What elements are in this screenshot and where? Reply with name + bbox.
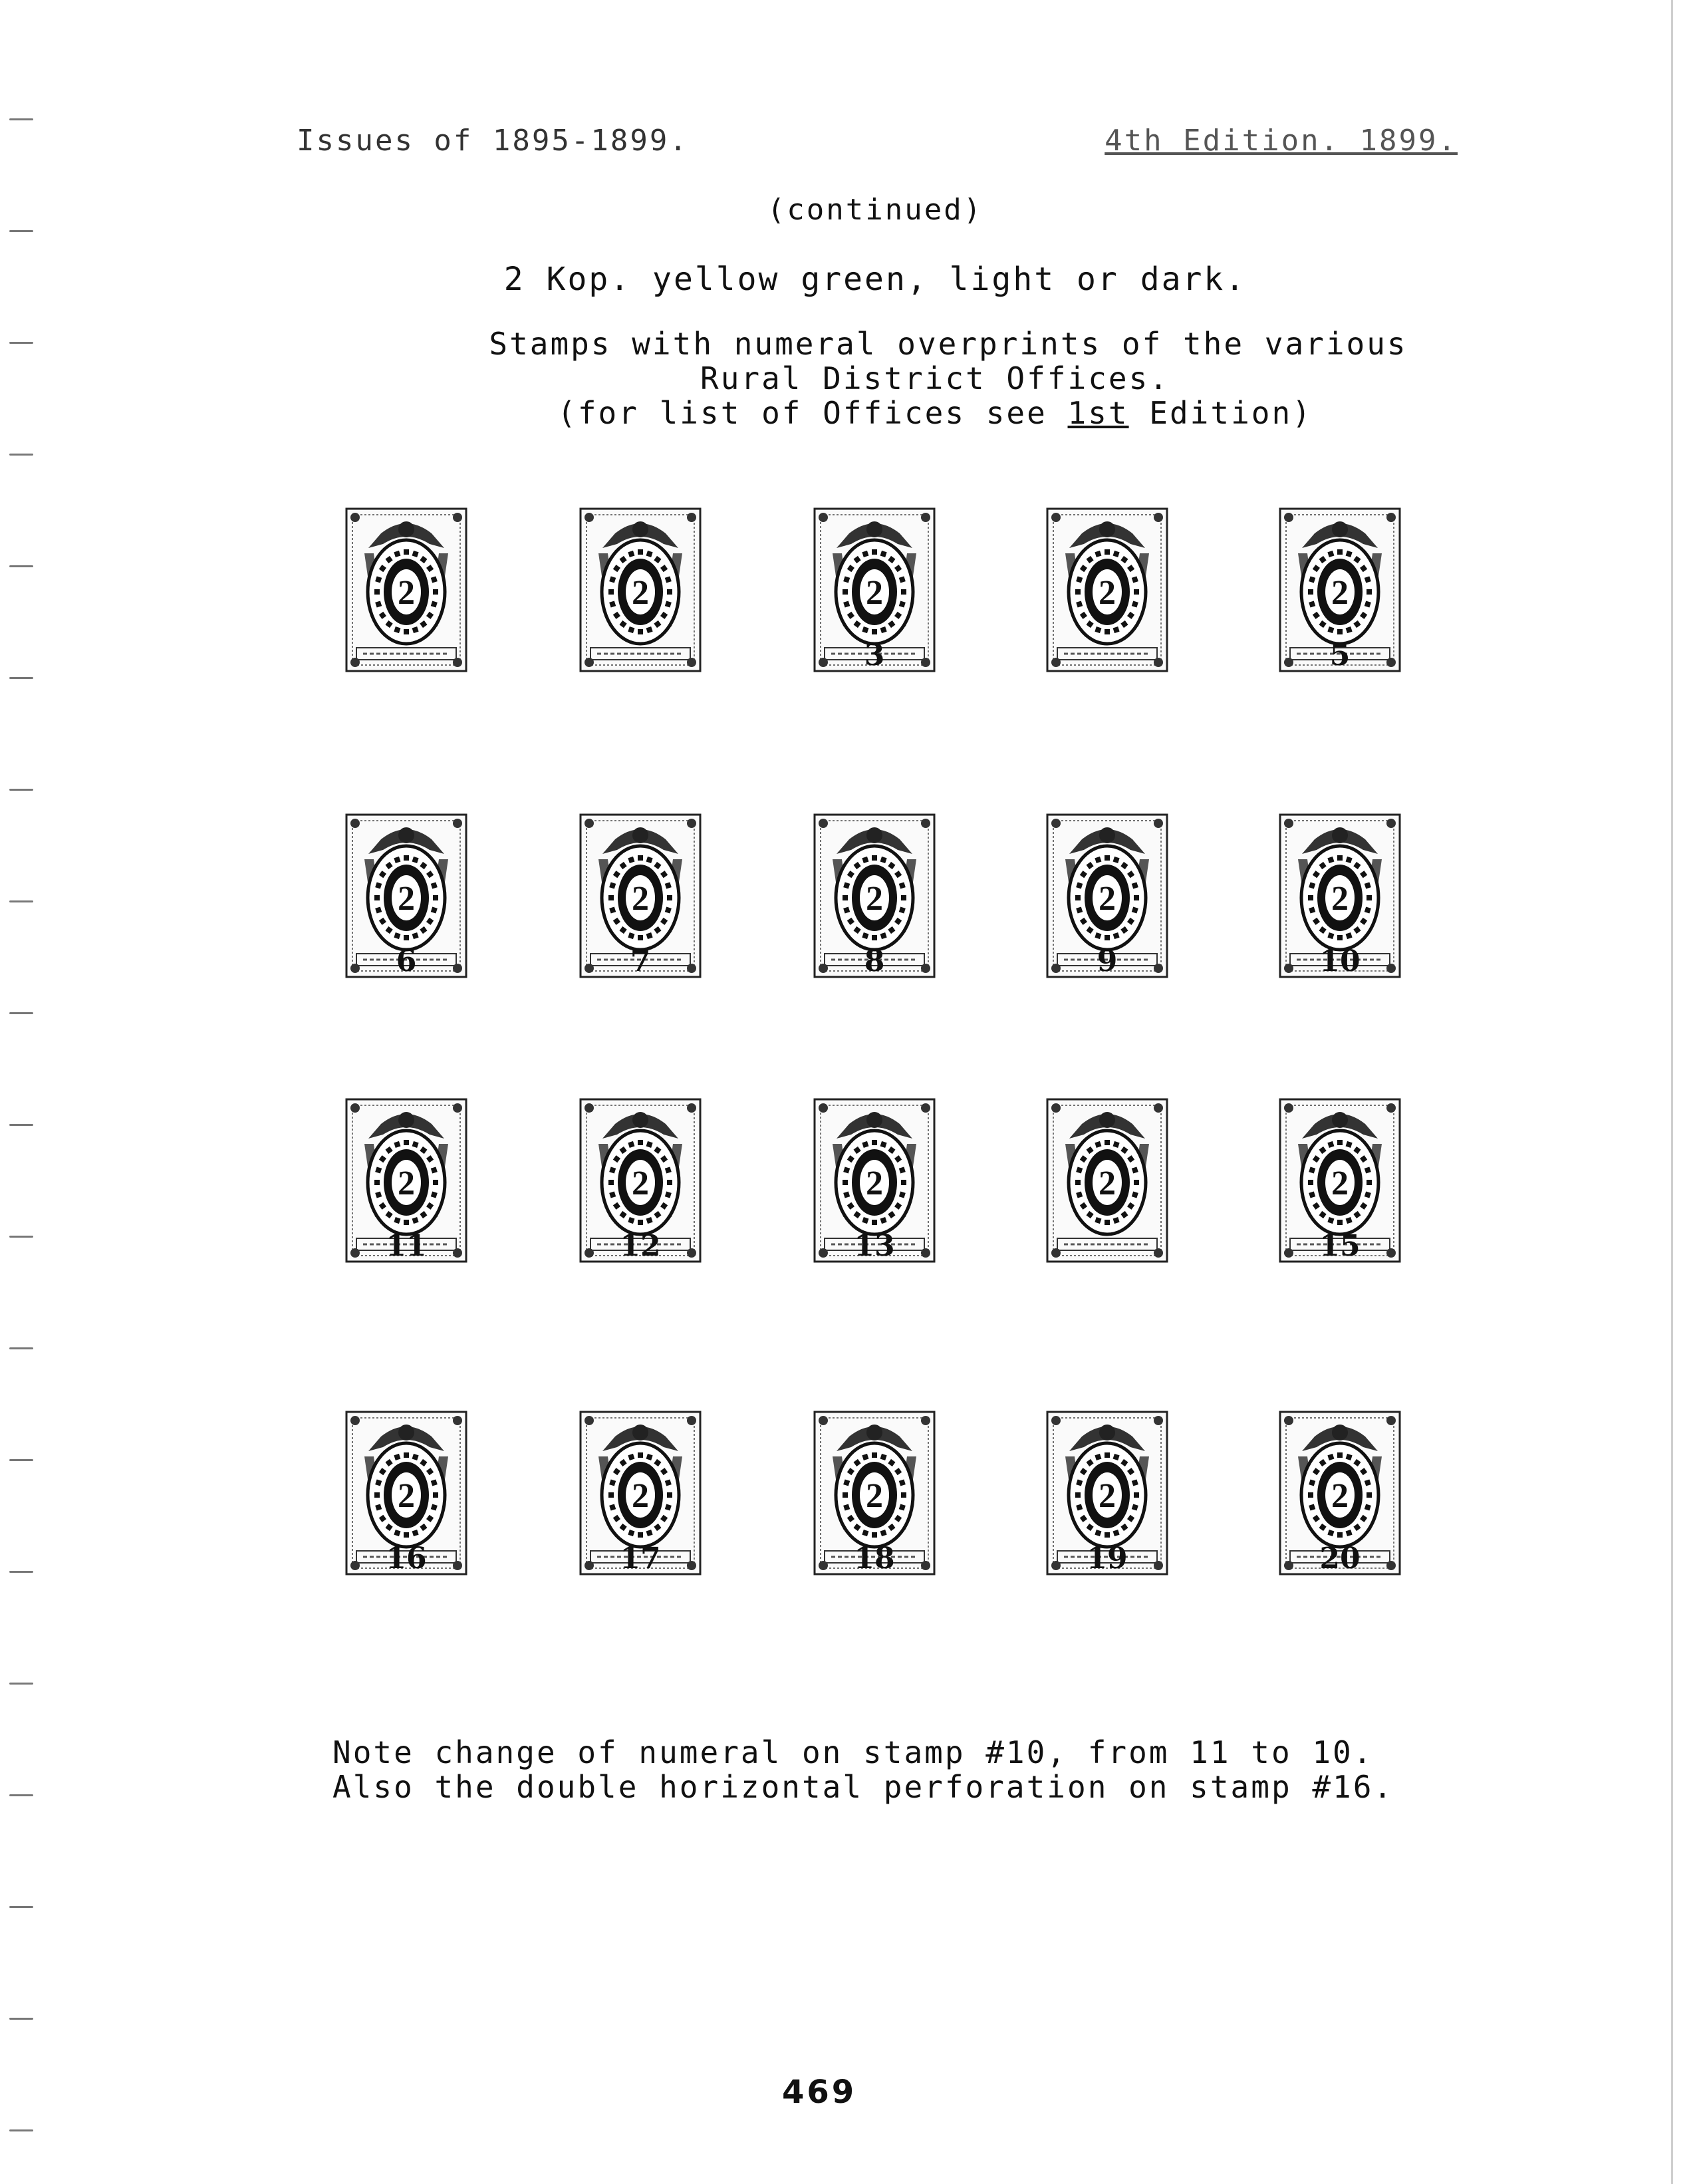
first-edition-ordinal: 1st — [1067, 395, 1129, 431]
stamp-image — [344, 507, 468, 673]
binding-mark — [9, 1683, 33, 1685]
note-line-1: Note change of numeral on stamp #10, from 11 to 10. — [332, 1734, 1374, 1770]
overprint-numeral: 17 — [620, 1542, 661, 1575]
description-line-2: Rural District Offices. — [700, 360, 1170, 396]
page-title: 2 Kop. yellow green, light or dark. — [503, 261, 1247, 298]
overprint-numeral: 20 — [1319, 1542, 1361, 1575]
svg-text:2: 2 — [1099, 880, 1116, 918]
svg-text:2: 2 — [866, 574, 883, 612]
svg-text:2: 2 — [1331, 1164, 1349, 1202]
stamp-13 — [813, 1097, 936, 1264]
header-edition: 4th Edition. 1899. — [1105, 124, 1458, 158]
svg-text:2: 2 — [632, 1477, 649, 1515]
stamp-7 — [579, 813, 702, 979]
stamp-12 — [579, 1097, 702, 1264]
svg-text:2: 2 — [1331, 574, 1349, 612]
svg-text:2: 2 — [632, 880, 649, 918]
svg-text:2: 2 — [398, 1477, 415, 1515]
svg-text:2: 2 — [866, 1477, 883, 1515]
stamp-11 — [344, 1097, 468, 1264]
overprint-numeral: 3 — [864, 638, 885, 672]
overprint-numeral: 19 — [1087, 1542, 1128, 1575]
svg-text:2: 2 — [1099, 1477, 1116, 1515]
svg-text:2: 2 — [398, 880, 415, 918]
description-line-3-end: Edition) — [1128, 395, 1313, 431]
stamp-9 — [1045, 813, 1169, 979]
stamp-18 — [813, 1410, 936, 1576]
binding-mark — [9, 2018, 33, 2020]
binding-mark — [9, 1794, 33, 1796]
overprint-numeral: 8 — [864, 944, 885, 978]
stamp-3 — [813, 507, 936, 673]
stamp-6 — [344, 813, 468, 979]
svg-text:2: 2 — [1331, 880, 1349, 918]
overprint-numeral: 10 — [1319, 944, 1361, 978]
binding-mark — [9, 1906, 33, 1908]
overprint-numeral: 11 — [386, 1229, 427, 1263]
header-issues: Issues of 1895-1899. — [297, 124, 689, 158]
page-number: 469 — [782, 2074, 857, 2111]
stamp-15 — [1278, 1097, 1402, 1264]
description-line-1: Stamps with numeral overprints of the various — [489, 326, 1408, 362]
stamp-1 — [344, 507, 468, 673]
stamp-19 — [1045, 1410, 1169, 1576]
stamp-17 — [579, 1410, 702, 1576]
overprint-numeral: 7 — [630, 944, 651, 978]
overprint-numeral: 12 — [620, 1229, 661, 1263]
stamp-10 — [1278, 813, 1402, 979]
stamp-5 — [1278, 507, 1402, 673]
svg-text:2: 2 — [1331, 1477, 1349, 1515]
stamp-14 — [1045, 1097, 1169, 1264]
svg-text:2: 2 — [632, 574, 649, 612]
note-line-2: Also the double horizontal perforation on stamp #16. — [332, 1769, 1394, 1805]
overprint-numeral: 6 — [396, 944, 417, 978]
svg-text:2: 2 — [866, 880, 883, 918]
overprint-numeral: 13 — [854, 1229, 895, 1263]
svg-text:2: 2 — [1099, 1164, 1116, 1202]
description-line-3-start: (for list of Offices see — [557, 395, 1068, 431]
stamp-2 — [579, 507, 702, 673]
stamp-image — [1045, 1097, 1169, 1264]
stamp-8 — [813, 813, 936, 979]
binding-mark — [9, 2129, 33, 2131]
overprint-numeral: 5 — [1329, 638, 1351, 672]
svg-text:2: 2 — [398, 574, 415, 612]
svg-text:2: 2 — [398, 1164, 415, 1202]
overprint-numeral: 18 — [854, 1542, 895, 1575]
svg-text:2: 2 — [632, 1164, 649, 1202]
stamp-4 — [1045, 507, 1169, 673]
overprint-numeral: 9 — [1097, 944, 1118, 978]
overprint-numeral: 15 — [1319, 1229, 1361, 1263]
svg-text:2: 2 — [1099, 574, 1116, 612]
svg-text:2: 2 — [866, 1164, 883, 1202]
stamp-20 — [1278, 1410, 1402, 1576]
stamp-image — [1045, 507, 1169, 673]
continued-label: (continued) — [767, 193, 983, 227]
stamp-16 — [344, 1410, 468, 1576]
overprint-numeral: 16 — [386, 1542, 427, 1575]
stamp-image — [579, 507, 702, 673]
